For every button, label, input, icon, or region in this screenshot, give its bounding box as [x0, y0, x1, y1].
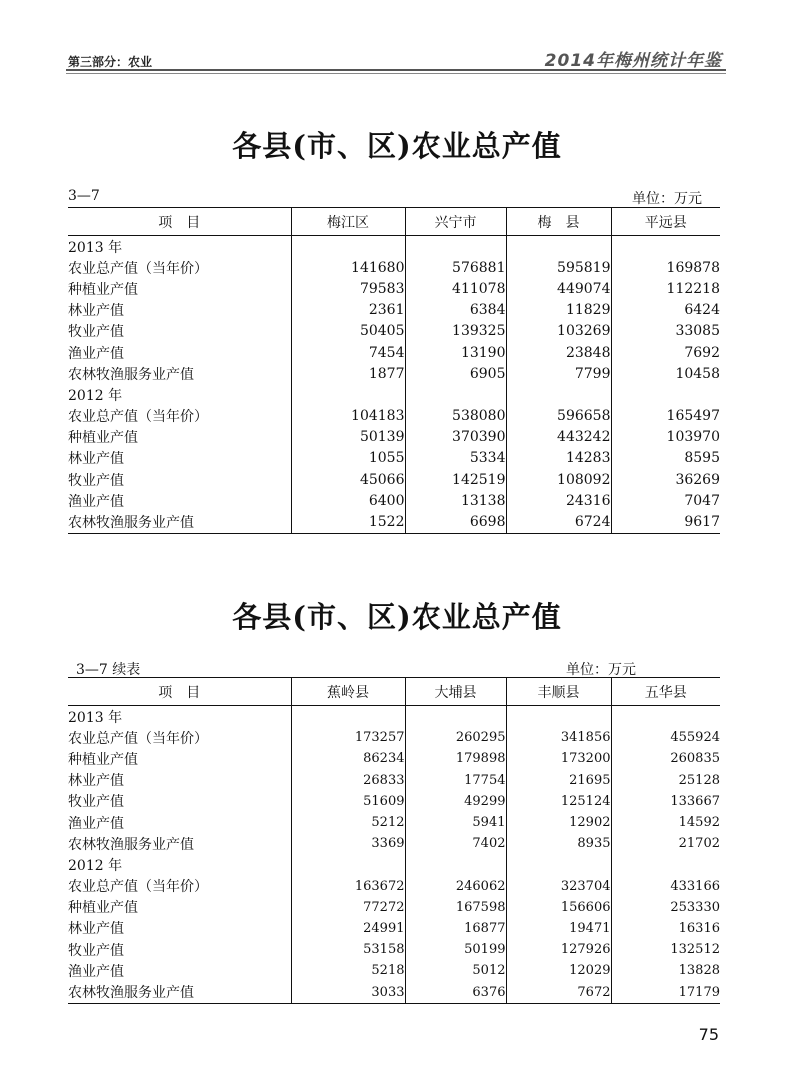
cell-value: 156606	[506, 897, 611, 918]
cell-value: 21702	[611, 833, 720, 854]
page-number: 75	[698, 1025, 719, 1044]
table-row	[68, 490, 720, 511]
cell-value: 12029	[506, 960, 611, 981]
column-header: 兴宁市	[405, 208, 506, 236]
row-label: 农林牧渔服务业产值	[68, 366, 194, 383]
table2-code: 3—7 续表	[76, 662, 141, 678]
table1-body	[68, 236, 720, 534]
table-row	[68, 384, 720, 405]
table-row	[68, 257, 720, 278]
cell-value	[506, 854, 611, 875]
cell-value: 125124	[506, 791, 611, 812]
cell-value: 3369	[291, 833, 405, 854]
row-label: 农业总产值（当年价）	[68, 260, 208, 277]
row-label: 种植业产值	[68, 281, 138, 298]
row-label: 林业产值	[68, 773, 124, 790]
row-label: 牧业产值	[68, 942, 124, 959]
table1-title: 各县(市、区)农业总产值	[232, 129, 562, 163]
table-row	[68, 748, 720, 769]
row-label: 农林牧渔服务业产值	[68, 511, 291, 533]
cell-value: 16877	[405, 918, 506, 939]
cell-value: 26833	[291, 770, 405, 791]
cell-value: 173257	[291, 727, 405, 748]
row-label: 2012 年	[68, 857, 123, 874]
cell-value	[611, 384, 720, 405]
table-row	[68, 706, 720, 728]
cell-value: 538080	[405, 406, 506, 427]
table-row	[68, 406, 720, 427]
cell-value: 24316	[506, 490, 611, 511]
table-row	[68, 939, 720, 960]
column-header: 五华县	[611, 678, 720, 706]
cell-value: 167598	[405, 897, 506, 918]
table1-header-row	[68, 208, 720, 236]
table-row	[68, 854, 720, 875]
cell-value: 5941	[405, 812, 506, 833]
cell-value: 13828	[611, 960, 720, 981]
cell-value	[506, 236, 611, 258]
table2-header-row	[68, 678, 720, 706]
cell-value: 370390	[405, 427, 506, 448]
cell-value: 1522	[291, 511, 405, 533]
row-label: 渔业产值	[68, 493, 124, 510]
cell-value: 23848	[506, 342, 611, 363]
cell-value: 127926	[506, 939, 611, 960]
cell-value: 246062	[405, 876, 506, 897]
table-row	[68, 812, 720, 833]
cell-value: 165497	[611, 406, 720, 427]
table-row	[68, 278, 720, 299]
row-label: 渔业产值	[68, 345, 124, 362]
table1-unit: 单位：万元	[632, 191, 702, 207]
row-label: 渔业产值	[68, 815, 124, 832]
cell-value: 77272	[291, 897, 405, 918]
cell-value: 6698	[405, 511, 506, 533]
cell-value	[291, 236, 405, 258]
cell-value: 7454	[291, 342, 405, 363]
row-label: 农业总产值（当年价）	[68, 879, 208, 896]
cell-value: 10458	[611, 363, 720, 384]
table-row	[68, 448, 720, 469]
section-header: 第三部分：农业	[68, 55, 153, 69]
table-row	[68, 960, 720, 981]
cell-value	[291, 854, 405, 875]
cell-value: 13190	[405, 342, 506, 363]
table-row	[68, 321, 720, 342]
cell-value: 16316	[611, 918, 720, 939]
column-header: 梅江区	[291, 208, 405, 236]
table-row	[68, 791, 720, 812]
cell-value: 6905	[405, 363, 506, 384]
table-row	[68, 727, 720, 748]
table-row	[68, 981, 720, 1003]
cell-value: 1055	[291, 448, 405, 469]
table-row	[68, 427, 720, 448]
table1	[68, 207, 720, 534]
cell-value: 6384	[405, 300, 506, 321]
cell-value: 19471	[506, 918, 611, 939]
row-label: 农业总产值（当年价）	[68, 730, 208, 747]
cell-value: 3033	[291, 981, 405, 1003]
row-label: 农业总产值（当年价）	[68, 409, 208, 426]
cell-value: 179898	[405, 748, 506, 769]
cell-value: 86234	[291, 748, 405, 769]
cell-value: 24991	[291, 918, 405, 939]
cell-value: 433166	[611, 876, 720, 897]
cell-value: 141680	[291, 257, 405, 278]
cell-value: 7047	[611, 490, 720, 511]
cell-value: 7672	[506, 981, 611, 1003]
header-rule-thin	[66, 73, 726, 74]
row-label: 林业产值	[68, 303, 124, 320]
cell-value: 596658	[506, 406, 611, 427]
row-label: 牧业产值	[68, 794, 124, 811]
cell-value	[506, 706, 611, 728]
cell-value: 49299	[405, 791, 506, 812]
column-header: 大埔县	[405, 678, 506, 706]
column-header: 蕉岭县	[291, 678, 405, 706]
table-row	[68, 469, 720, 490]
table-row	[68, 876, 720, 897]
row-label: 农林牧渔服务业产值	[68, 836, 194, 853]
cell-value: 8595	[611, 448, 720, 469]
row-label: 种植业产值	[68, 900, 138, 917]
row-label: 渔业产值	[68, 963, 124, 980]
table-row	[68, 897, 720, 918]
row-label: 2013 年	[68, 239, 123, 256]
cell-value: 455924	[611, 727, 720, 748]
cell-value: 595819	[506, 257, 611, 278]
cell-value: 5218	[291, 960, 405, 981]
cell-value: 6424	[611, 300, 720, 321]
cell-value: 8935	[506, 833, 611, 854]
column-header: 丰顺县	[506, 678, 611, 706]
cell-value: 411078	[405, 278, 506, 299]
table-row	[68, 511, 720, 533]
cell-value: 5212	[291, 812, 405, 833]
cell-value: 51609	[291, 791, 405, 812]
cell-value: 17179	[611, 981, 720, 1003]
cell-value	[405, 236, 506, 258]
cell-value	[291, 706, 405, 728]
row-label: 农林牧渔服务业产值	[68, 981, 291, 1003]
cell-value: 104183	[291, 406, 405, 427]
cell-value: 323704	[506, 876, 611, 897]
cell-value: 103970	[611, 427, 720, 448]
cell-value: 45066	[291, 469, 405, 490]
cell-value: 173200	[506, 748, 611, 769]
cell-value: 53158	[291, 939, 405, 960]
cell-value: 142519	[405, 469, 506, 490]
cell-value: 17754	[405, 770, 506, 791]
cell-value: 14592	[611, 812, 720, 833]
cell-value: 108092	[506, 469, 611, 490]
header-rule	[66, 69, 726, 71]
column-header-item: 项 目	[68, 208, 291, 236]
row-label: 种植业产值	[68, 751, 138, 768]
cell-value: 9617	[611, 511, 720, 533]
cell-value: 260295	[405, 727, 506, 748]
cell-value	[405, 706, 506, 728]
cell-value: 133667	[611, 791, 720, 812]
cell-value: 50199	[405, 939, 506, 960]
cell-value: 12902	[506, 812, 611, 833]
table-row	[68, 770, 720, 791]
row-label: 林业产值	[68, 921, 124, 938]
row-label: 林业产值	[68, 451, 124, 468]
cell-value: 50405	[291, 321, 405, 342]
cell-value: 5012	[405, 960, 506, 981]
cell-value: 21695	[506, 770, 611, 791]
row-label: 牧业产值	[68, 472, 124, 489]
cell-value: 13138	[405, 490, 506, 511]
cell-value: 6400	[291, 490, 405, 511]
cell-value: 341856	[506, 727, 611, 748]
table-row	[68, 833, 720, 854]
cell-value: 139325	[405, 321, 506, 342]
cell-value: 33085	[611, 321, 720, 342]
cell-value: 2361	[291, 300, 405, 321]
cell-value: 7799	[506, 363, 611, 384]
cell-value: 6376	[405, 981, 506, 1003]
column-header: 平远县	[611, 208, 720, 236]
row-label: 牧业产值	[68, 324, 124, 341]
cell-value: 253330	[611, 897, 720, 918]
cell-value: 50139	[291, 427, 405, 448]
cell-value: 5334	[405, 448, 506, 469]
cell-value: 449074	[506, 278, 611, 299]
row-label: 2013 年	[68, 709, 123, 726]
table2-unit: 单位：万元	[566, 662, 636, 678]
cell-value	[405, 384, 506, 405]
cell-value	[611, 854, 720, 875]
cell-value: 260835	[611, 748, 720, 769]
cell-value	[611, 706, 720, 728]
cell-value: 11829	[506, 300, 611, 321]
cell-value: 36269	[611, 469, 720, 490]
cell-value	[405, 854, 506, 875]
cell-value: 7402	[405, 833, 506, 854]
column-header: 梅 县	[506, 208, 611, 236]
table2	[68, 677, 720, 1004]
cell-value: 1877	[291, 363, 405, 384]
cell-value: 79583	[291, 278, 405, 299]
cell-value: 14283	[506, 448, 611, 469]
table-row	[68, 918, 720, 939]
cell-value: 163672	[291, 876, 405, 897]
yearbook-title: 2014年梅州统计年鉴	[544, 51, 722, 71]
table2-title: 各县(市、区)农业总产值	[232, 600, 562, 634]
cell-value: 25128	[611, 770, 720, 791]
cell-value: 6724	[506, 511, 611, 533]
row-label: 2012 年	[68, 387, 123, 404]
table-row	[68, 300, 720, 321]
table-row	[68, 363, 720, 384]
cell-value	[291, 384, 405, 405]
cell-value: 7692	[611, 342, 720, 363]
cell-value	[611, 236, 720, 258]
cell-value	[506, 384, 611, 405]
table2-body	[68, 706, 720, 1004]
cell-value: 132512	[611, 939, 720, 960]
table-row	[68, 342, 720, 363]
cell-value: 103269	[506, 321, 611, 342]
cell-value: 112218	[611, 278, 720, 299]
table1-code: 3—7	[68, 188, 100, 204]
cell-value: 169878	[611, 257, 720, 278]
cell-value: 443242	[506, 427, 611, 448]
table-row	[68, 236, 720, 258]
cell-value: 576881	[405, 257, 506, 278]
row-label: 种植业产值	[68, 430, 138, 447]
column-header-item: 项 目	[68, 678, 291, 706]
